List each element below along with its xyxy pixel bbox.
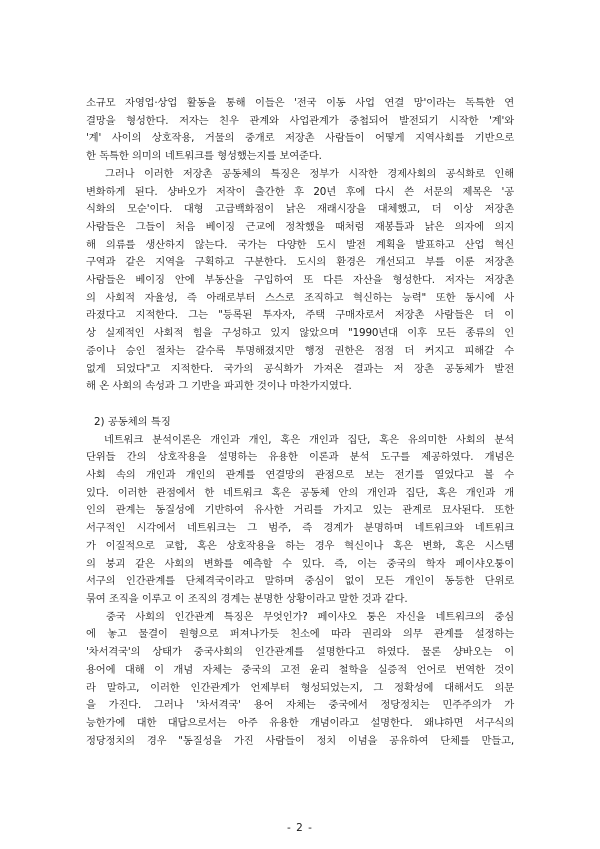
paragraph-4 <box>86 609 514 751</box>
text-line: 해 의류를 생산하지 않는다. 국가는 다양한 도시 발전 계획을 발표하고 산업 혁신 <box>86 238 514 251</box>
text-line: 의 사회적 자율성, 즉 아래로부터 스스로 조직하고 혁신하는 능력" 또한 동시에 사 <box>86 291 514 304</box>
text-line: 사회 속의 개인과 개인의 관계를 연결망의 관점으로 보는 전기를 열었다고 볼 수 <box>86 469 514 482</box>
paragraph-2 <box>86 166 514 396</box>
section-spacer <box>86 396 514 414</box>
text-line: 라졌다고 지적한다. 그는 "등록된 투자자, 주택 구매자로서 저장촌 사람들은 더 이 <box>86 309 514 322</box>
text-line: 소규모 자영업·상업 활동을 통해 이들은 '전국 이동 사업 연결 망'이라는 독특한 연 <box>86 97 514 109</box>
text-line: 없게 되었다"고 지적한다. 국가의 공식화가 가져온 결과는 저 장촌 공동체가 발전 <box>86 362 514 375</box>
text-line: 서구적인 시각에서 네트워크는 그 범주, 즉 경계가 분명하며 네트워크와 네트워크 <box>86 522 514 535</box>
paragraph-1 <box>86 95 514 166</box>
text-line: 가 이질적으로 교합, 혹은 상호작용을 하는 경우 혁신이나 혹은 변화, 혹은 시스템 <box>86 539 514 552</box>
text-line: 정당정치의 경우 "동질성을 가진 사람들이 정치 이념을 공유하여 단체를 만들고, <box>86 734 514 747</box>
text-line: 한 독특한 의미의 네트워크를 형성했는지를 보여준다. <box>86 150 322 163</box>
text-line: 사람들은 그들이 처음 베이징 근교에 정착했을 때처럼 재봉틀과 낡은 의자에 의지 <box>86 220 514 233</box>
text-line: 능한가에 대한 대답으로서는 아주 유용한 개념이라고 설명한다. 왜냐하면 서구식의 <box>86 716 514 729</box>
text-line: 상 실제적인 사회적 힘을 구성하고 있지 않았으며 "1990년대 이후 모든 종류의 인 <box>86 327 514 340</box>
text-line: 구역과 같은 지역을 구획하고 구분한다. 도시의 환경은 개선되고 부를 이룬 저장촌 <box>86 256 514 269</box>
text-line: 있다. 이러한 관점에서 한 네트워크 혹은 공동체 안의 개인과 집단, 혹은 개인과 개 <box>86 486 514 499</box>
text-line: 단위들 간의 상호작용을 설명하는 유용한 이론과 분석 도구를 제공하였다. 개념은 <box>86 451 514 464</box>
text-line: '차서격국'의 상태가 중국사회의 인간관계를 설명한다고 하였다. 물론 샹바오는 이 <box>86 646 514 659</box>
text-line: '계' 사이의 상호작용, 거물의 중개로 저장촌 사람들이 어떻게 지역사회를 기반으로 <box>86 132 514 145</box>
text-line: 의 붕괴 같은 사회의 변화를 예측할 수 있다. 즉, 이는 중국의 학자 페이샤오퉁이 <box>86 557 514 570</box>
text-line: 에 놓고 물결이 원형으로 퍼져나가듯 친소에 따라 권리와 의무 관계를 설정하는 <box>86 628 514 641</box>
text-line: 묶여 조직을 이루고 이 조직의 경계는 분명한 상황이라고 말한 것과 같다. <box>86 592 408 605</box>
section-heading: 2) 공동체의 특징 <box>94 415 171 428</box>
text-line: 결망을 형성한다. 저자는 친우 관계와 사업관계가 중첩되어 발전되기 시작한 '계'와 <box>86 114 514 127</box>
text-line: 그러나 이러한 저장촌 공동체의 특징은 정부가 시작한 경제사회의 공식화로 인해 <box>86 167 514 180</box>
paragraph-3 <box>86 432 514 609</box>
text-line: 증이나 승인 절차는 갈수록 투명해졌지만 행정 권한은 점점 더 커지고 피해갈 수 <box>86 344 514 357</box>
text-line: 을 가진다. 그러나 '차서격국' 용어 자체는 중국에서 정당정치는 민주주의가 가 <box>86 699 514 712</box>
text-line: 변화하게 된다. 샹바오가 저작이 출간한 후 20년 후에 다시 쓴 서문의 제목은 '공 <box>86 185 514 198</box>
text-line: 서구의 인간관계를 단체격국이라고 말하며 중심이 없이 모든 개인이 동등한 단위로 <box>86 575 514 588</box>
text-line: 라 말하고, 이러한 인간관계가 언제부터 형성되었는지, 그 정확성에 대해서도 의문 <box>86 681 514 694</box>
document-body <box>86 95 514 750</box>
text-line: 식화의 모순'이다. 대형 고급백화점이 낡은 재래시장을 대체했고, 더 이상 저장촌 <box>86 203 514 216</box>
page-number: - 2 - <box>287 822 313 834</box>
text-line: 중국 사회의 인간관계 특징은 무엇인가? 페이샤오 퉁은 자신을 네트워크의 중심 <box>86 610 514 623</box>
text-line: 사람들은 베이징 안에 부동산을 구입하여 또 다른 자산을 형성한다. 저자는 저장촌 <box>86 274 514 287</box>
text-line: 용어에 대해 이 개념 자체는 중국의 고전 윤리 철학을 실증적 언어로 번역한 것이 <box>86 663 514 676</box>
text-line: 네트워크 분석이론은 개인과 개인, 혹은 개인과 집단, 혹은 유의미한 사회의 분석 <box>86 433 514 446</box>
text-line: 인의 관계는 동질성에 기반하여 유사한 거리를 가지고 있는 관계로 묘사된다. 또한 <box>86 504 514 517</box>
text-line: 해 온 사회의 속성과 그 기반을 파괴한 것이나 마찬가지였다. <box>86 380 352 393</box>
